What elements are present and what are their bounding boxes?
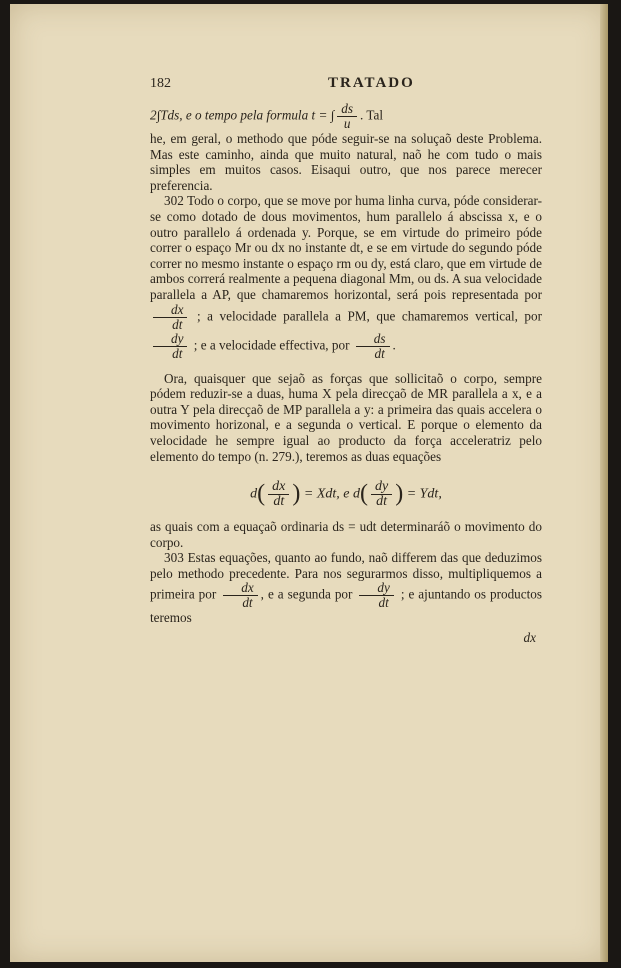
frac-den: dt	[371, 494, 392, 509]
frac-num: dx	[272, 479, 286, 495]
paragraph-ora: Ora, quaisquer que sejaõ as forças que sollicitaõ o corpo, sempre pódem reduzir-se a duas, huma X pela direcçaõ de MR parallela a x, e a outra Y pela direcçaõ de MP parallela a y: a primeira das quais accelera o movimento horizonal, e a segunda o vertical. E porque o elemento da velocidade he sempre igual ao producto da força acceleratriz pelo elemento do tempo (n. 279.), teremos as duas equações	[150, 370, 542, 464]
paren-open: (	[359, 480, 368, 507]
paragraph-303	[150, 550, 542, 626]
line1-post: . Tal	[360, 107, 384, 123]
fraction-303-dx-dt	[223, 581, 257, 610]
frac-den: dt	[268, 494, 289, 509]
paragraph-302-d: .	[392, 337, 396, 353]
fraction-303-dy-dt	[359, 581, 393, 610]
eq-fraction-1	[268, 480, 289, 509]
fraction-dx-dt	[153, 303, 187, 332]
frac-num: dx	[241, 580, 254, 596]
line1-teq: t = ∫	[311, 107, 335, 123]
eq-d2: d	[352, 486, 360, 502]
frac-den: dt	[153, 346, 187, 361]
paragraph-303-c: ; e ajuntando os productos teremos	[150, 587, 543, 626]
fraction-dy-dt	[153, 332, 187, 361]
eq-d1: d	[250, 486, 258, 502]
page-number: 182	[150, 76, 171, 91]
eq-fraction-2	[371, 480, 392, 509]
fraction-ds-dt	[356, 332, 390, 361]
frac-den: dt	[359, 595, 393, 610]
page-content	[150, 76, 542, 646]
frac-num: ds	[373, 330, 386, 346]
frac-num: dy	[171, 330, 184, 346]
eq-rhs-2: = Ydt,	[406, 486, 442, 502]
paren-open: (	[257, 480, 266, 507]
paragraph-302-text: 302 Todo o corpo, que se move por huma linha curva, póde considerar-se como dotado de dous movimentos, hum parallelo á abscissa x, e o outro parallelo á ordenada y. Porque, se em virtude do primeiro póde correr o espaço Mr ou dx no instante dt, e se em virtude do segundo póde correr no mesmo instante o espaço rm ou dy, está claro, que em virtude de ambos correrá realmente a pequena diagonal Mm, ou ds. A sua velocidade parallela a AP, que chamaremos horizontal, será pois representada por	[150, 193, 542, 302]
running-head: TRATADO	[328, 75, 415, 91]
catchword: dx	[523, 630, 536, 646]
frac-den: dt	[223, 595, 257, 610]
frac-num: dy	[374, 479, 389, 495]
first-line	[150, 102, 542, 131]
frac-den: dt	[153, 317, 187, 332]
paragraph-after-equation: as quais com a equaçaõ ordinaria ds = udt determinaráõ o movimento do corpo.	[150, 519, 542, 550]
frac-den: u	[337, 116, 357, 131]
frac-num: ds	[341, 101, 354, 116]
line1-pre: 2∫Tds, e o tempo pela formula	[150, 107, 309, 123]
frac-den: dt	[356, 346, 390, 361]
eq-rhs-1: = Xdt, e	[303, 486, 350, 502]
paren-close: )	[292, 480, 301, 507]
equations	[150, 480, 542, 509]
paragraph-302	[150, 193, 542, 360]
frac-num: dy	[377, 580, 390, 596]
paragraph-303-b: , e a segunda por	[260, 587, 353, 602]
paragraph-302-c: ; e a velocidade effectiva, por	[193, 337, 350, 353]
page-edge	[600, 4, 608, 962]
paren-close: )	[395, 480, 404, 507]
page-header	[150, 76, 542, 96]
frac-num: dx	[171, 301, 184, 317]
paragraph-method: he, em geral, o methodo que póde seguir-se na soluçaõ deste Problema. Mas este caminho, ainda que muito natural, naõ he com tudo o mais simples em muitos casos. Eisaqui outro, que nos parece merecer preferencia.	[150, 131, 542, 193]
paragraph-302-b: ; a velocidade parallela a PM, que chamaremos vertical, por	[196, 308, 543, 324]
paragraph-303-text: 303 Estas equações, quanto ao fundo, naõ differem das que deduzimos pelo methodo precedente. Para nos segurarmos disso, multipliquemos a primeira por	[150, 550, 542, 602]
book-page	[10, 4, 608, 962]
fraction-ds-u	[337, 102, 357, 131]
